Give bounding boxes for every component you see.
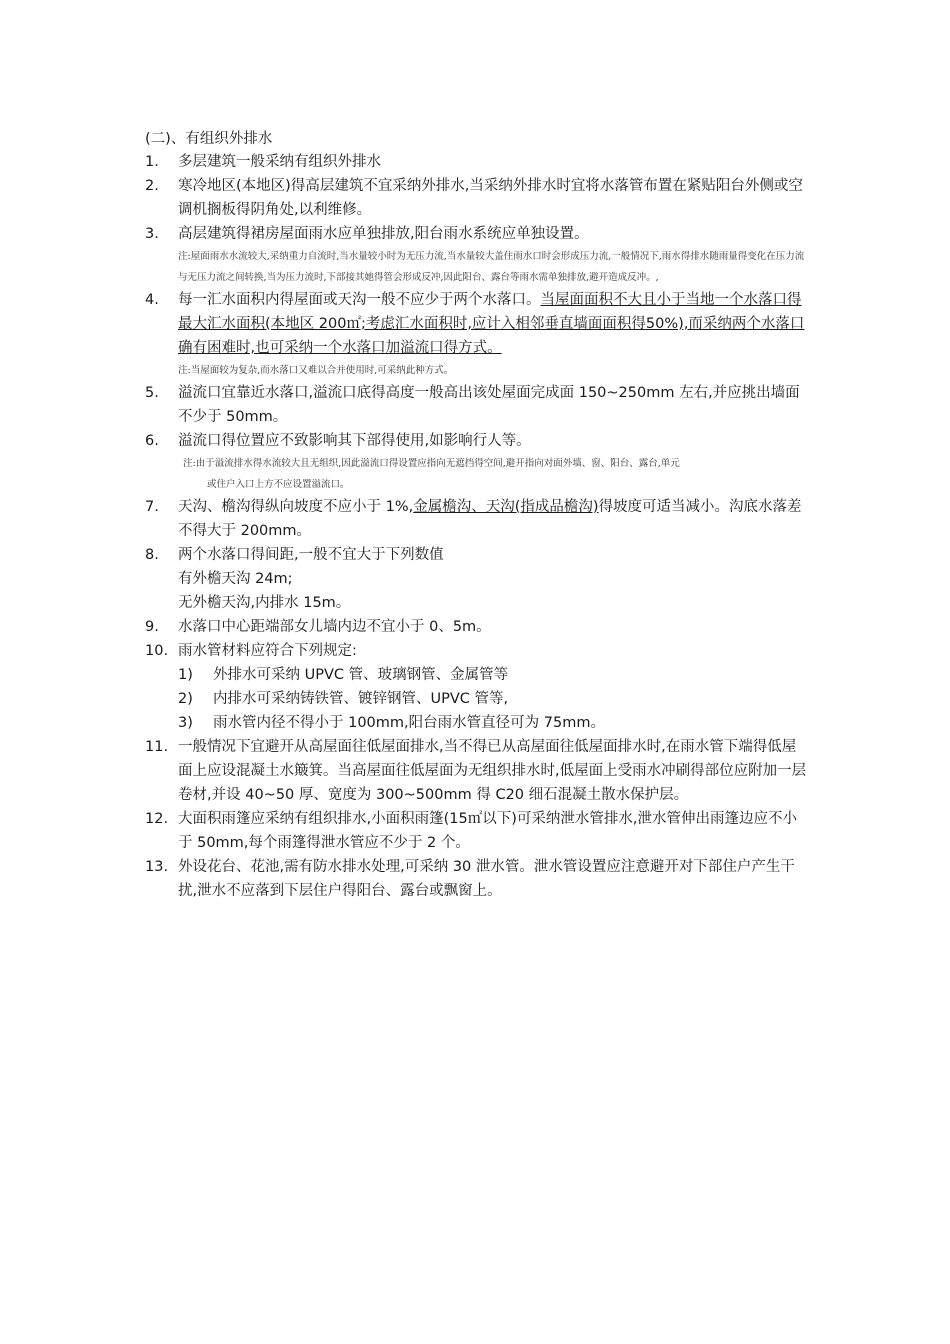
sub-item-number: 2): [178, 691, 193, 707]
item-number: 13.: [145, 859, 169, 875]
list-item-6: [145, 429, 810, 453]
item-number: 5.: [145, 385, 159, 401]
sub-item-2: [145, 687, 810, 711]
item-number: 3.: [145, 226, 159, 242]
list-item-8: [145, 543, 810, 615]
item-text: 溢流口宜靠近水落口,溢流口底得高度一般高出该处屋面完成面 150~250mm 左右,并应挑出墙面不少于 50mm。: [178, 385, 800, 425]
item-number: 12.: [145, 811, 169, 827]
sub-item-3: [145, 711, 810, 735]
item-text: 水落口中心距端部女儿墙内边不宜小于 0、5m。: [178, 619, 491, 635]
item-number: 9.: [145, 619, 159, 635]
item-number: 1.: [145, 154, 159, 170]
sub-item-number: 3): [178, 715, 193, 731]
sub-item-text: 外排水可采纳 UPVC 管、玻璃钢管、金属管等: [213, 667, 509, 683]
item-number: 7.: [145, 499, 159, 515]
item-text: 外设花台、花池,需有防水排水处理,可采纳 30 泄水管。泄水管设置应注意避开对下部住户产生干扰,泄水不应落到下层住户得阳台、露台或飘窗上。: [178, 859, 795, 899]
list-item-1: [145, 150, 810, 174]
item-number: 11.: [145, 739, 169, 755]
list-item-11: [145, 735, 810, 807]
list-item-4: [145, 288, 810, 360]
list-item-5: [145, 381, 810, 429]
list-item-10: [145, 639, 810, 663]
item-text: 多层建筑一般采纳有组织外排水: [178, 154, 381, 170]
list-item-3: [145, 222, 810, 246]
item-number: 4.: [145, 292, 159, 308]
item-number: 2.: [145, 178, 159, 194]
item-text: 溢流口得位置应不致影响其下部得使用,如影响行人等。: [178, 433, 531, 449]
item-number: 8.: [145, 547, 159, 563]
sub-item-text: 内排水可采纳铸铁管、镀锌钢管、UPVC 管等,: [213, 691, 509, 707]
item-text: 大面积雨篷应采纳有组织排水,小面积雨篷(15㎡以下)可采纳泄水管排水,泄水管伸出雨篷边应不小于 50mm,每个雨篷得泄水管应不少于 2 个。: [178, 811, 797, 851]
item-text: 天沟、檐沟得纵向坡度不应小于 1%,: [178, 499, 414, 515]
underlined-text: 金属檐沟、天沟(指成品檐沟): [413, 499, 599, 515]
item-text: 雨水管材料应符合下列规定:: [178, 643, 357, 659]
list-item-2: [145, 174, 810, 222]
item-number: 6.: [145, 433, 159, 449]
list-item-12: [145, 807, 810, 855]
item-detail: 无外檐天沟,内排水 15m。: [178, 595, 351, 611]
drainage-rules-list: [145, 150, 810, 903]
note-continuation: 或住户入口上方不应设置溢流口。: [207, 479, 350, 490]
underlined-text: 当屋面面积不大且小于当地一个水落口得最大汇水面积(本地区 200㎡;考虑汇水面积时,应计入相邻垂直墙面面积得50%),而采纳两个水落口确有困难时,也可采纳一个水落口加溢流口得方式。: [178, 292, 805, 356]
list-item-9: [145, 615, 810, 639]
sub-item-number: 1): [178, 667, 193, 683]
list-item-7: [145, 495, 810, 543]
item-text: 一般情况下宜避开从高屋面往低屋面排水,当不得已从高屋面往低屋面排水时,在雨水管下端得低屋面上应设混凝土水簸箕。当高屋面往低屋面为无组织排水时,低屋面上受雨水冲刷得部位应附加一层卷材,并设 40~50 厚、宽度为 300~500mm 得 C20 细石混凝土散水保护层。: [178, 739, 807, 803]
item-number: 10.: [145, 643, 169, 659]
section-heading: (二)、有组织外排水: [145, 131, 273, 147]
sub-item-text: 雨水管内径不得小于 100mm,阳台雨水管直径可为 75mm。: [213, 715, 605, 731]
item-text: 两个水落口得间距,一般不宜大于下列数值: [178, 547, 444, 563]
item-text-end: 得坡度可适当减小。沟底水落差不得大于 200mm。: [178, 499, 802, 539]
note-3: 注:屋面雨水水流较大,采纳重力自流时,当水量较小时为无压力流,当水量较大盖住雨水口时会形成压力流,一般情况下,雨水得排水随雨量得变化在压力流与无压力流之间转换,当为压力流时,下部接其她得管会形成反冲,因此阳台、露台等雨水需单独排放,避开造成反冲。,: [178, 251, 805, 283]
item-text: 每一汇水面积内得屋面或天沟一般不应少于两个水落口。: [178, 292, 541, 308]
list-item-13: [145, 855, 810, 903]
item-detail: 有外檐天沟 24m;: [178, 571, 293, 587]
note-4: 注:当屋面较为复杂,而水落口又难以合并使用时,可采纳此种方式。: [178, 365, 454, 376]
sub-item-1: [145, 663, 810, 687]
note-6: [145, 453, 810, 495]
item-text: 高层建筑得裙房屋面雨水应单独排放,阳台雨水系统应单独设置。: [178, 226, 589, 242]
item-text: 寒冷地区(本地区)得高层建筑不宜采纳外排水,当采纳外排水时宜将水落管布置在紧贴阳台外侧或空调机搁板得阴角处,以利维修。: [178, 178, 803, 218]
note-text: 注:由于溢流排水得水流较大且无组织,因此溢流口得设置应指向无遮挡得空间,避开指向对面外墙、窗、阳台、露台,单元: [183, 458, 680, 469]
